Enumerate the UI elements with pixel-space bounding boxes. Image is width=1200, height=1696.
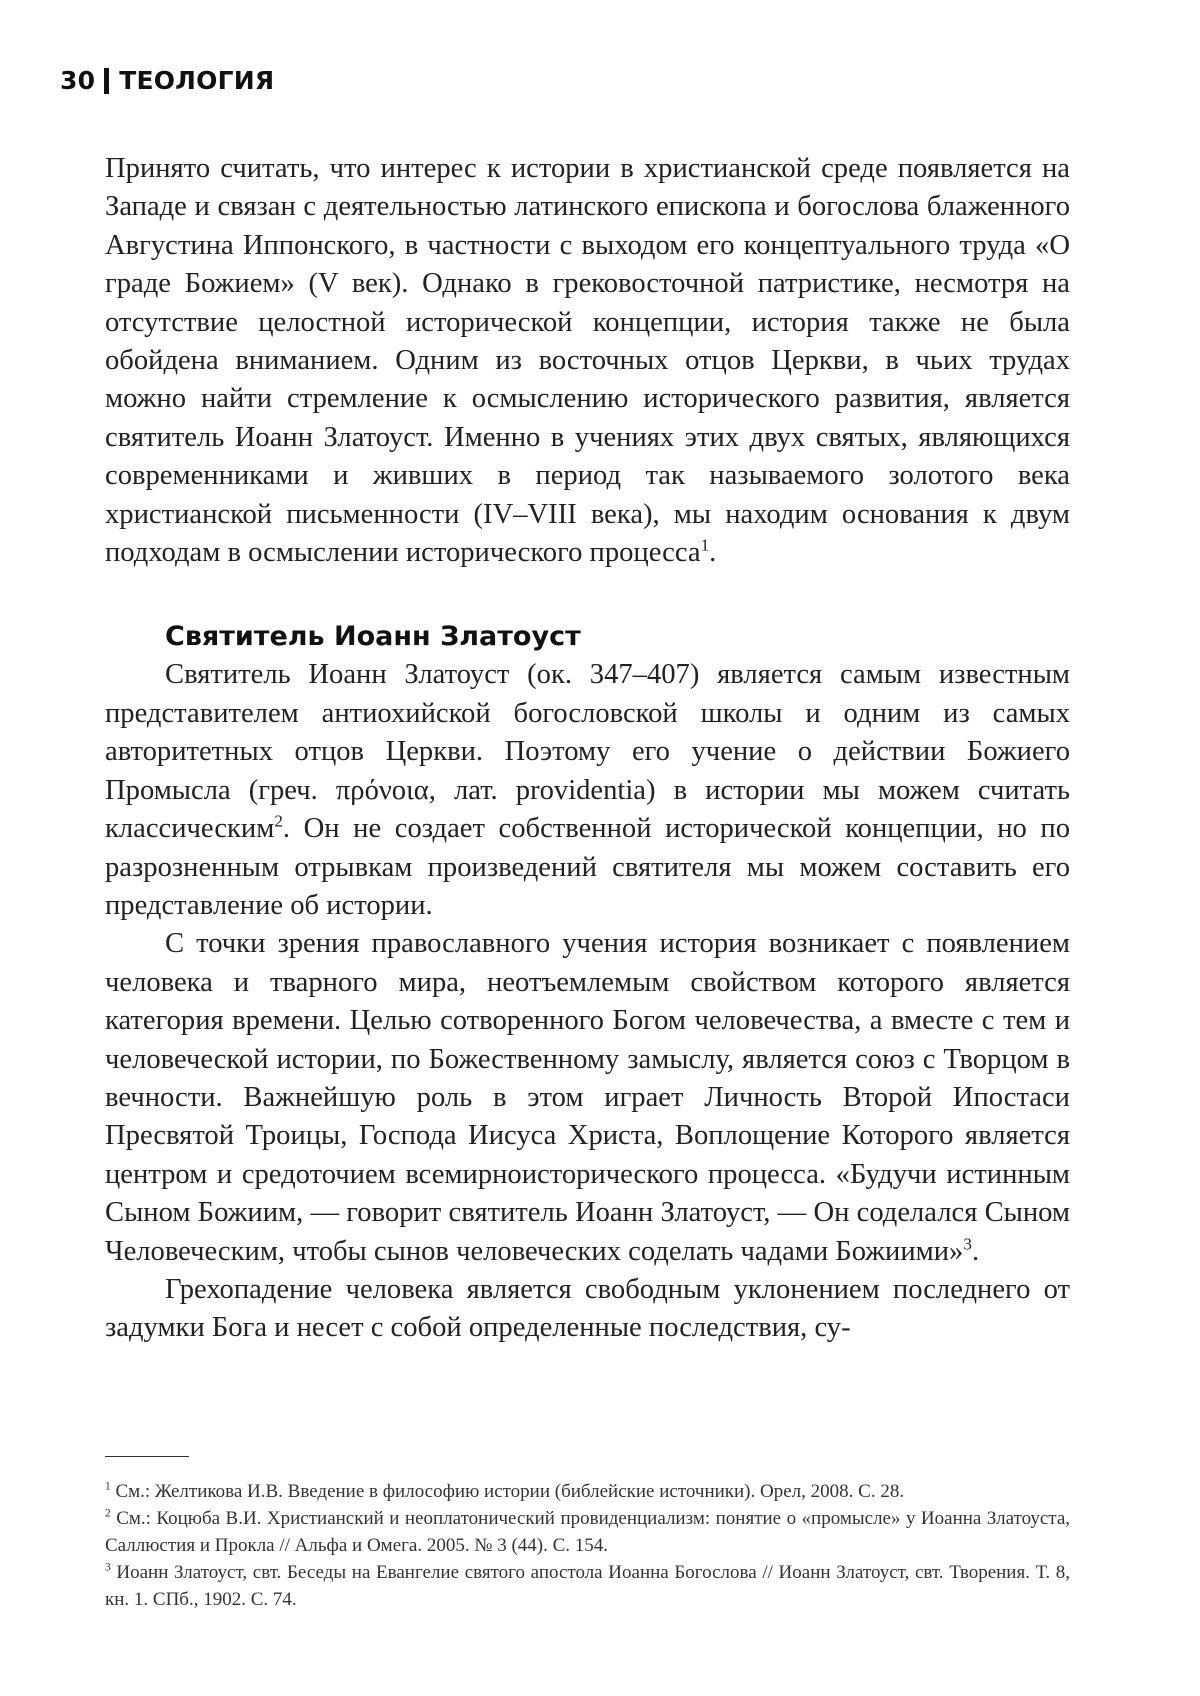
intro-text: Принято считать, что интерес к истории в христианской среде появляется на Западе и связан с деятельностью латинского епископа и богослова блаженного Августина Иппонского, в частности с выходом его концептуального труда «О граде Божием» (V век). Однако в грековосточной патристике, несмотря на отсутствие целостной исторической концепции, история также не была обойдена вниманием. Одним из восточных отцов Церкви, в чьих трудах можно найти стремление к осмыслению исторического развития, является святитель Иоанн Златоуст. Именно в учениях этих двух святых, являющихся современниками и живших в период так называемого золотого века христианской письменности (IV–VIII века), мы находим основания к двум подходам в осмыслении исторического процесса (105, 153, 1070, 569)
intro-text-end: . (709, 537, 717, 569)
footnote-marker: 2 (105, 1507, 111, 1520)
footnote-text: См.: Коцюба В.И. Христианский и неоплатонический провиденциализм: понятие о «промысле» у Иоанна Златоуста, Саллюстия и Прокла // Альфа и Омега. 2005. № 3 (44). С. 154. (105, 1508, 1070, 1556)
footnote-3 (105, 1559, 1070, 1613)
footnote-separator (105, 1456, 189, 1457)
running-head-divider (104, 68, 109, 94)
footnote-text: Иоанн Златоуст, свт. Беседы на Евангелие святого апостола Иоанна Богослова // Иоанн Златоуст, свт. Творения. Т. 8, кн. 1. СПб., 1902. С. 74. (105, 1562, 1070, 1610)
intro-paragraph (105, 150, 1070, 572)
section-title: ТЕОЛОГИЯ (119, 66, 275, 95)
footnote-1 (105, 1478, 1070, 1505)
footnote-marker: 1 (105, 1480, 111, 1493)
paragraph-1-text-end: . Он не создает собственной исторической концепции, но по разрозненным отрывкам произведений святителя мы можем составить его представление об истории. (105, 813, 1070, 921)
footnote-2 (105, 1505, 1070, 1559)
footnote-text: См.: Желтикова И.В. Введение в философию истории (библейские источники). Орел, 2008. С. 28. (115, 1481, 905, 1502)
note-ref-2: 2 (274, 811, 283, 831)
running-head (60, 66, 274, 95)
footnotes (105, 1478, 1070, 1613)
note-ref-1: 1 (700, 535, 710, 555)
paragraph-3: Грехопадение человека является свободным уклонением последнего от задумки Бога и несет с собой определенные последствия, су- (105, 1273, 1070, 1344)
body-text (105, 150, 1070, 1348)
paragraph-2-text: С точки зрения православного учения история возникает с появлением человека и тварного мира, неотъемлемым свойством которого является категория времени. Целью сотворенного Богом человечества, а вместе с тем и человеческой истории, по Божественному замыслу, является союз с Творцом в вечности. Важнейшую роль в этом играет Личность Второй Ипостаси Пресвятой Троицы, Господа Иисуса Христа, Воплощение Которого является центром и средоточием всемирноисторического процесса. «Будучи истинным Сыном Божиим, — говорит святитель Иоанн Златоуст, — Он соделался Сыном Человеческим, чтобы сынов человеческих соделать чадами Божиими» (105, 928, 1070, 1267)
section-heading: Святитель Иоанн Златоуст (165, 621, 581, 653)
page-number: 30 (60, 66, 96, 95)
paragraph-2 (105, 925, 1070, 1271)
footnote-marker: 3 (105, 1561, 111, 1574)
paragraph-2-text-end: . (971, 1235, 980, 1267)
paragraph-1-text: Святитель Иоанн Златоуст (ок. 347–407) является самым известным представителем антиохийской богословской школы и одним из самых авторитетных отцов Церкви. Поэтому его учение о действии Божиего Промысла (греч. πρόνοια, лат. providentia) в истории мы можем считать классическим (105, 659, 1070, 845)
paragraph-1 (105, 656, 1070, 925)
note-ref-3: 3 (963, 1234, 972, 1254)
